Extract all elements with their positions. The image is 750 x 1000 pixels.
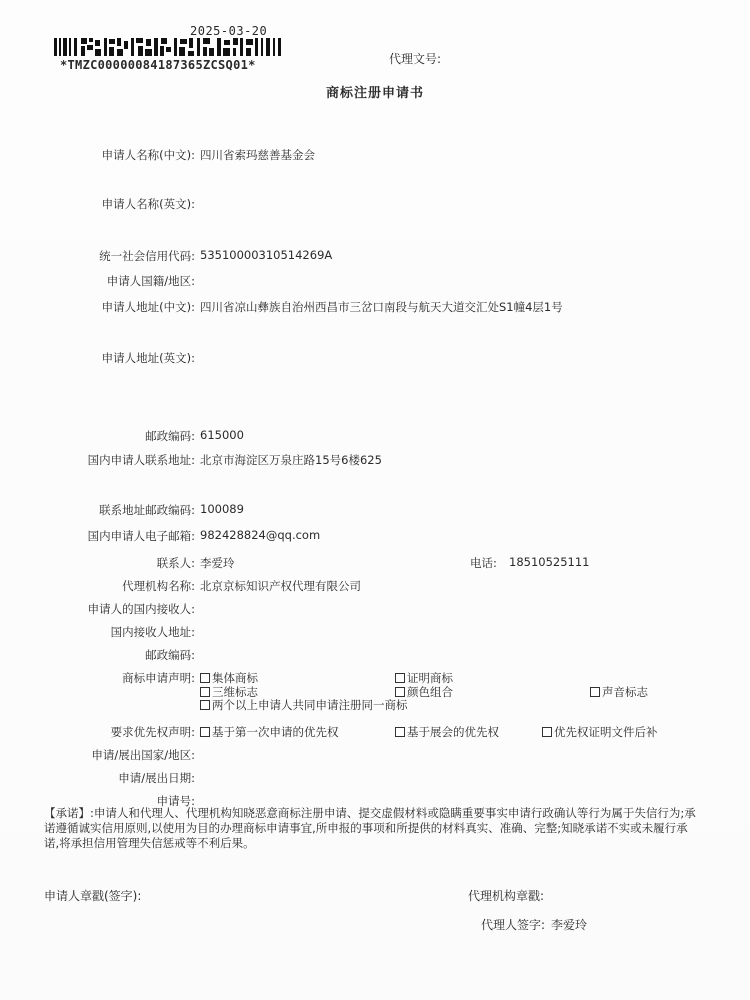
declaration-label: 商标申请声明: (122, 671, 195, 685)
promise-text: 申请人和代理人、代理机构知晓恶意商标注册申请、提交虚假材料或隐瞒重要事实申请行政确认等行为属于失信行为;承诺遵循诚实信用原则,以使用为目的办理商标申请事宜,所申报的事项和所提供的材料真实、准确、完整;知晓承诺不实或未履行承诺,将承担信用管理失信惩戒等不利后果。 (44, 806, 696, 850)
promise-paragraph (44, 806, 700, 851)
domestic-contact-address-value: 北京市海淀区万泉庄路15号6楼625 (200, 453, 382, 467)
applicant-name-cn-label: 申请人名称(中文): (101, 148, 195, 162)
checkbox-icon (395, 687, 405, 697)
priority-first-filing[interactable]: 基于第一次申请的优先权 (200, 724, 339, 740)
agency-label: 代理机构名称: (122, 579, 195, 593)
receiver-address-label: 国内接收人地址: (110, 625, 195, 639)
agency-value: 北京京标知识产权代理有限公司 (200, 579, 361, 593)
checkbox-icon (395, 673, 405, 683)
document-title: 商标注册申请书 (325, 86, 424, 101)
agent-doc-no-label: 代理文号: (389, 52, 442, 66)
contact-postcode-label: 联系地址邮政编码: (99, 503, 195, 517)
checkbox-icon (200, 727, 210, 737)
applicant-name-en-label: 申请人名称(英文): (101, 197, 195, 211)
declaration-three-d[interactable]: 三维标志 (200, 684, 258, 700)
priority-number-label: 申请号: (156, 794, 195, 808)
declaration-color[interactable]: 颜色组合 (395, 684, 453, 700)
priority-date-label: 申请/展出日期: (118, 771, 195, 785)
barcode-date: 2025-03-20 (190, 24, 268, 38)
nationality-label: 申请人国籍/地区: (106, 274, 195, 288)
priority-supplement[interactable]: 优先权证明文件后补 (542, 724, 658, 740)
address-cn-value: 四川省凉山彝族自治州西昌市三岔口南段与航天大道交汇处S1幢4层1号 (200, 300, 563, 314)
barcode-image (54, 36, 282, 58)
agency-seal-label: 代理机构章戳: (468, 889, 545, 903)
credit-code-value: 53510000310514269A (200, 248, 333, 262)
postcode-label: 邮政编码: (145, 429, 195, 443)
declaration-certification[interactable]: 证明商标 (395, 670, 453, 686)
applicant-name-cn-value: 四川省索玛慈善基金会 (200, 148, 315, 162)
phone-label: 电话: (470, 556, 497, 570)
checkbox-icon (590, 687, 600, 697)
barcode-text: *TMZC00000084187365ZCSQ01* (60, 58, 256, 72)
contact-person-value: 李爱玲 (200, 556, 235, 570)
contact-person-label: 联系人: (156, 556, 195, 570)
email-label: 国内申请人电子邮箱: (87, 529, 195, 543)
checkbox-icon (395, 727, 405, 737)
checkbox-icon (200, 700, 210, 710)
domestic-receiver-label: 申请人的国内接收人: (87, 602, 195, 616)
agent-sign-label: 代理人签字: (481, 918, 546, 932)
phone-value: 18510525111 (509, 555, 590, 569)
checkbox-icon (542, 727, 552, 737)
promise-head: 【承诺】: (44, 806, 94, 820)
priority-exhibition[interactable]: 基于展会的优先权 (395, 724, 499, 740)
checkbox-icon (200, 687, 210, 697)
priority-country-label: 申请/展出国家/地区: (91, 748, 195, 762)
credit-code-label: 统一社会信用代码: (99, 249, 195, 263)
checkbox-icon (200, 673, 210, 683)
declaration-joint[interactable]: 两个以上申请人共同申请注册同一商标 (200, 697, 408, 713)
agent-sign-value: 李爱玲 (551, 918, 588, 932)
declaration-sound[interactable]: 声音标志 (590, 684, 648, 700)
contact-postcode-value: 100089 (200, 502, 244, 516)
priority-label: 要求优先权声明: (110, 725, 195, 739)
domestic-contact-address-label: 国内申请人联系地址: (87, 453, 195, 467)
address-cn-label: 申请人地址(中文): (101, 300, 195, 314)
postcode-value: 615000 (200, 428, 244, 442)
receiver-postcode-label: 邮政编码: (145, 648, 195, 662)
email-value: 982428824@qq.com (200, 528, 321, 542)
applicant-seal-label: 申请人章戳(签字): (44, 889, 142, 903)
address-en-label: 申请人地址(英文): (101, 351, 195, 365)
declaration-collective[interactable]: 集体商标 (200, 670, 258, 686)
